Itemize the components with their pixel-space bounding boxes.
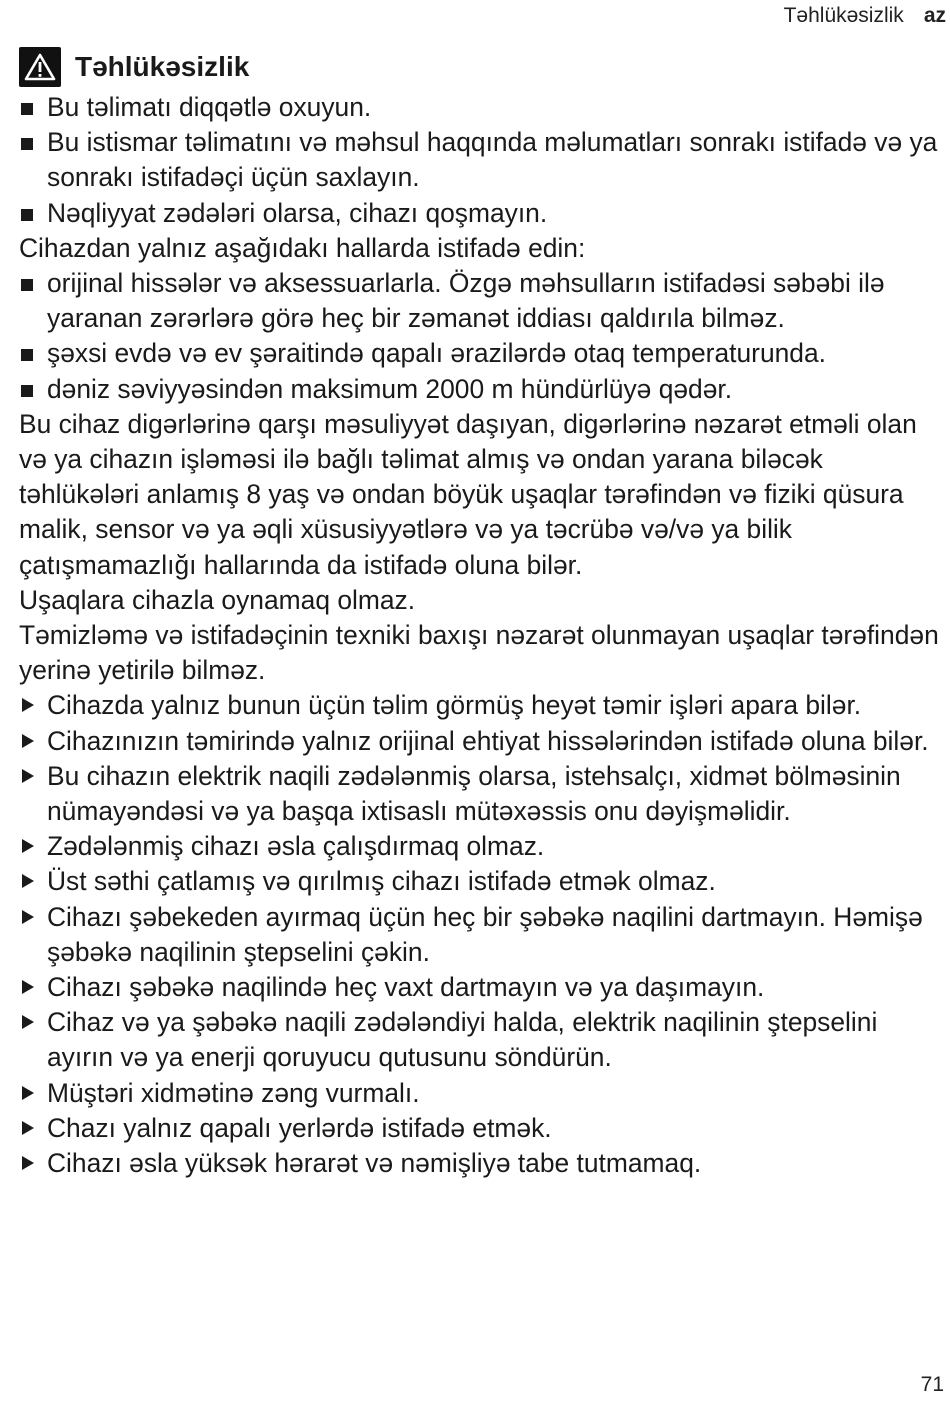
warning-triangle-icon [19,47,61,87]
running-header-lang: az [923,4,946,27]
bullet-list-general [19,90,939,231]
bullet-list-use [19,266,939,407]
instruction-item: Müştəri xidmətinə zəng vurmalı. [19,1076,939,1111]
instruction-item: Üst səthi çatlamış və qırılmış cihazı istifadə etmək olmaz. [19,864,939,899]
list-item: şəxsi evdə və ev şəraitində qapalı ərazilərdə otaq temperaturunda. [19,336,939,371]
instruction-list [19,688,939,1181]
page-number: 71 [920,1373,944,1396]
instruction-item: Bu cihazın elektrik naqili zədələnmiş olarsa, istehsalçı, xidmət bölməsinin nümayəndəsi və ya başqa ixtisaslı mütəxəssis onu dəyişməlidir. [19,759,939,829]
paragraph: Bu cihaz digərlərinə qarşı məsuliyyət daşıyan, digərlərinə nəzarət etməli olan və ya cihazın işləməsi ilə bağlı təlimat almış və ondan yarana biləcək təhlükələri anlamış 8 yaş və ondan böyük uşaqlar tərəfindən və fiziki qüsura malik, sensor və ya əqli xüsusiyyətlərə və ya təcrübə və/və ya bilik çatışmamazlığı hallarında da istifadə oluna bilər. [19,408,917,580]
paragraph: Təmizləmə və istifadəçinin texniki baxışı nəzarət olunmayan uşaqlar tərəfindən yerinə yetirilə bilməz. [19,620,939,686]
instruction-item: Cihazı əsla yüksək hərarət və nəmişliyə tabe tutmamaq. [19,1146,939,1181]
instruction-item: Cihazı şəbəkə naqilində heç vaxt dartmayın və ya daşımayın. [19,970,939,1005]
instruction-item: Chazı yalnız qapalı yerlərdə istifadə etmək. [19,1111,939,1146]
use-intro: Cihazdan yalnız aşağıdakı hallarda istifadə edin: [19,232,586,263]
instruction-item: Cihazı şəbekeden ayırmaq üçün heç bir şəbəkə naqilini dartmayın. Həmişə şəbəkə naqilinin ştepselini çəkin. [19,900,939,970]
section-heading [19,44,939,90]
list-item: dəniz səviyyəsindən maksimum 2000 m hündürlüyə qədər. [19,372,939,407]
list-item: orijinal hissələr və aksessuarlarla. Özgə məhsulların istifadəsi səbəbi ilə yaranan zərərlərə görə heç bir zəmanət iddiası qaldırıla bilməz. [19,266,939,336]
list-item: Bu istismar təlimatını və məhsul haqqında məlumatları sonrakı istifadə və ya sonrakı istifadəçi üçün saxlayın. [19,125,939,195]
running-header-section: Təhlükəsizlik [783,4,904,27]
instruction-item: Cihazınızın təmirində yalnız orijinal ehtiyat hissələrindən istifadə oluna bilər. [19,724,939,759]
instruction-item: Cihazda yalnız bunun üçün təlim görmüş heyət təmir işləri apara bilər. [19,688,939,723]
instruction-item: Zədələnmiş cihazı əsla çalışdırmaq olmaz. [19,829,939,864]
running-header [784,4,946,28]
paragraph: Uşaqlara cihazla oynamaq olmaz. [19,584,416,615]
page-title: Təhlükəsizlik [75,51,250,83]
list-item: Bu təlimatı diqqətlə oxuyun. [19,90,939,125]
page-content [19,44,939,1181]
list-item: Nəqliyyat zədələri olarsa, cihazı qoşmayın. [19,196,939,231]
instruction-item: Cihaz və ya şəbəkə naqili zədələndiyi halda, elektrik naqilinin ştepselini ayırın və ya enerji qoruyucu qutusunu söndürün. [19,1005,939,1075]
